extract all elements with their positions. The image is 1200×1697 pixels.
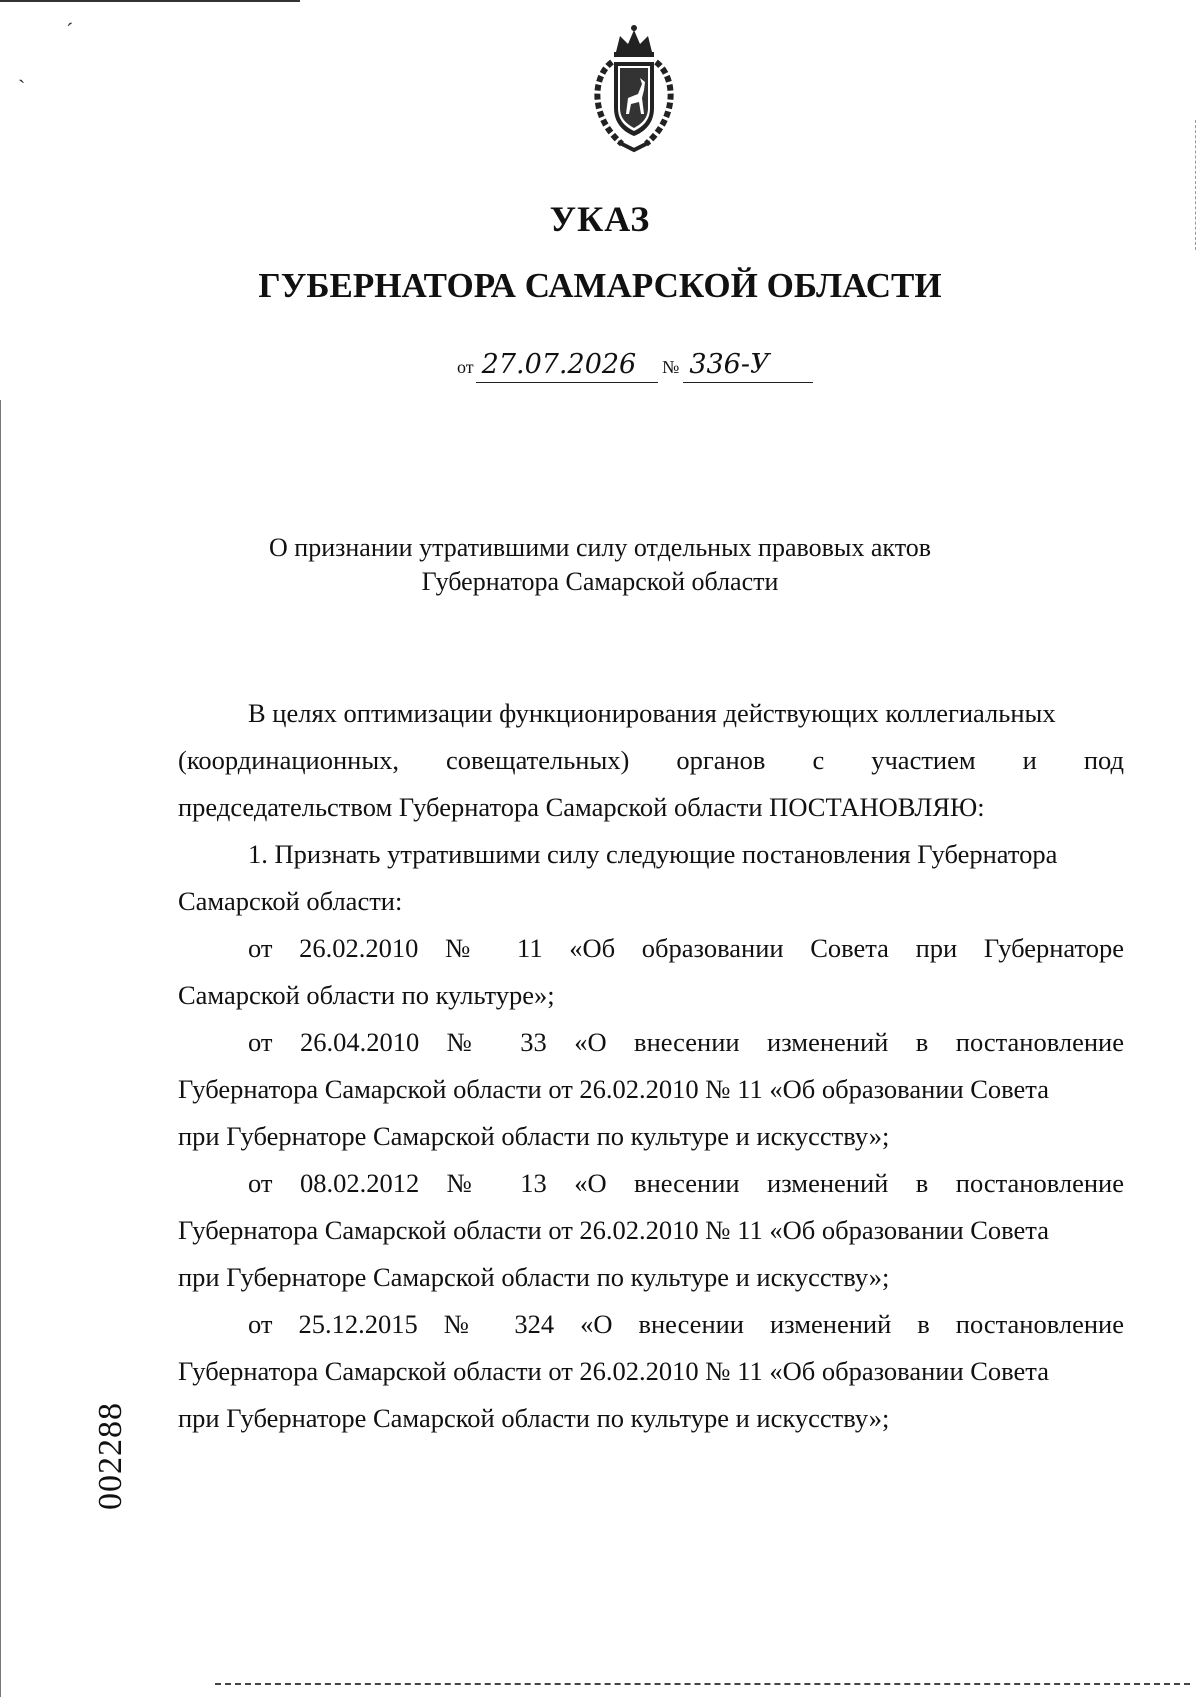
body-line: Самарской области по культуре»; bbox=[178, 980, 555, 1010]
scan-speck: ˏ bbox=[18, 58, 26, 83]
scan-edge-top bbox=[0, 0, 300, 2]
body-line: (координационных, совещательных) органов с участием и под bbox=[178, 745, 1124, 775]
body-line: от 26.02.2010 № 11 «Об образовании Совета при Губернаторе bbox=[248, 933, 1124, 963]
scan-speck: ˊ bbox=[66, 18, 74, 43]
side-registration-number: 002288 bbox=[92, 1402, 129, 1510]
body-line: Губернатора Самарской области от 26.02.2010 № 11 «Об образовании Совета bbox=[178, 1074, 1049, 1104]
decree-dateline bbox=[457, 348, 813, 383]
scan-edge-bottom bbox=[215, 1683, 1190, 1685]
decree-subject bbox=[0, 531, 1200, 599]
body-line: при Губернаторе Самарской области по культуре и искусству»; bbox=[178, 1403, 890, 1433]
body-line: при Губернаторе Самарской области по культуре и искусству»; bbox=[178, 1262, 890, 1292]
samara-coat-of-arms-icon bbox=[582, 22, 686, 154]
body-line: Самарской области: bbox=[178, 886, 403, 916]
decree-word: УКАЗ bbox=[549, 199, 651, 239]
handwritten-number: 336-У bbox=[683, 348, 813, 383]
number-prefix: № bbox=[662, 357, 680, 377]
body-line: председательством Губернатора Самарской области ПОСТАНОВЛЯЮ: bbox=[178, 792, 985, 822]
handwritten-date: 27.07.2026 bbox=[476, 348, 658, 383]
body-line: от 08.02.2012 № 13 «О внесении изменений в постановление bbox=[248, 1168, 1124, 1198]
date-prefix: от bbox=[457, 357, 474, 377]
body-line: В целях оптимизации функционирования действующих коллегиальных bbox=[248, 698, 1056, 728]
body-line: 1. Признать утратившими силу следующие постановления Губернатора bbox=[248, 839, 1058, 869]
body-line: от 25.12.2015 № 324 «О внесении изменений в постановление bbox=[248, 1309, 1124, 1339]
body-line: Губернатора Самарской области от 26.02.2010 № 11 «Об образовании Совета bbox=[178, 1215, 1049, 1245]
decree-body bbox=[178, 690, 1124, 1442]
subject-line: О признании утратившими силу отдельных правовых актов bbox=[269, 533, 931, 562]
body-line: при Губернаторе Самарской области по культуре и искусству»; bbox=[178, 1121, 890, 1151]
body-line: Губернатора Самарской области от 26.02.2010 № 11 «Об образовании Совета bbox=[178, 1356, 1049, 1386]
decree-authority: ГУБЕРНАТОРА САМАРСКОЙ ОБЛАСТИ bbox=[258, 266, 942, 305]
subject-line: Губернатора Самарской области bbox=[421, 567, 779, 596]
body-line: от 26.04.2010 № 33 «О внесении изменений в постановление bbox=[248, 1027, 1124, 1057]
